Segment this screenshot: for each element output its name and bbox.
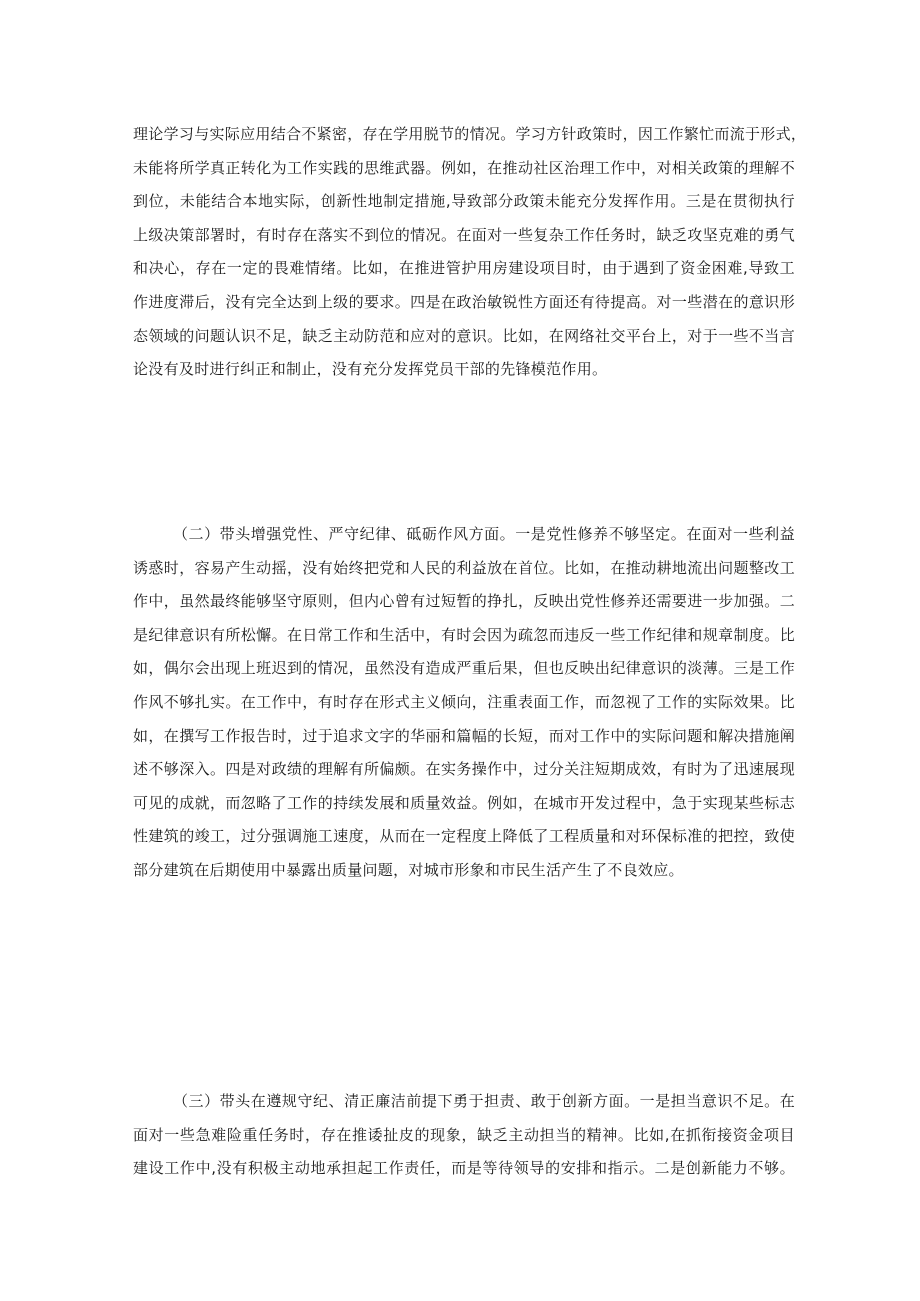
paragraph-line: 可见的成就，而忽略了工作的持续发展和质量效益。例如，在城市开发过程中，急于实现某些标志 [133, 793, 795, 812]
paragraph-line: 未能将所学真正转化为工作实践的思维武器。例如，在推动社区治理工作中，对相关政策的理解不 [133, 158, 795, 177]
paragraph-line: 建设工作中,没有积极主动地承担起工作责任，而是等待领导的安排和指示。二是创新能力不够。 [133, 1159, 795, 1178]
paragraph-line: 性建筑的竣工，过分强调施工速度，从而在一定程度上降低了工程质量和对环保标准的把控，致使 [133, 827, 795, 846]
paragraph-line: 述不够深入。四是对政绩的理解有所偏颇。在实务操作中，过分关注短期成效，有时为了迅速展现 [133, 760, 795, 779]
paragraph-line: 部分建筑在后期使用中暴露出质量问题，对城市形象和市民生活产生了不良效应。 [133, 860, 684, 879]
paragraph-line: 上级决策部署时，有时存在落实不到位的情况。在面对一些复杂工作任务时，缺乏攻坚克难的勇气 [133, 225, 795, 244]
paragraph-heading-line: （三）带头在遵规守纪、清正廉洁前提下勇于担责、敢于创新方面。一是担当意识不足。在 [173, 1092, 795, 1110]
paragraph-line: 作进度滞后，没有完全达到上级的要求。四是在政治敏锐性方面还有待提高。对一些潜在的意识形 [133, 292, 795, 311]
paragraph-line: 理论学习与实际应用结合不紧密，存在学用脱节的情况。学习方针政策时，因工作繁忙而流于形式， [133, 125, 807, 143]
paragraph-line: 如，偶尔会出现上班迟到的情况，虽然没有造成严重后果，但也反映出纪律意识的淡薄。三是工作 [133, 659, 795, 678]
paragraph-line: 态领域的问题认识不足，缺乏主动防范和应对的意识。比如，在网络社交平台上，对于一些不当言 [133, 326, 795, 345]
paragraph-1 [133, 118, 807, 387]
paragraph-line: 作风不够扎实。在工作中，有时存在形式主义倾向，注重表面工作，而忽视了工作的实际效果。比 [133, 692, 795, 711]
paragraph-line: 是纪律意识有所松懈。在日常工作和生活中，有时会因为疏忽而违反一些工作纪律和规章制度。比 [133, 625, 795, 644]
paragraph-line: 到位，未能结合本地实际，创新性地制定措施,导致部分政策未能充分发挥作用。三是在贯彻执行 [133, 192, 795, 211]
paragraph-line: 如，在撰写工作报告时，过于追求文字的华丽和篇幅的长短，而对工作中的实际问题和解决措施阐 [133, 726, 795, 745]
paragraph-line: 作中，虽然最终能够坚守原则，但内心曾有过短暂的挣扎，反映出党性修养还需要进一步加强。二 [133, 592, 795, 611]
paragraph-line: 论没有及时进行纠正和制止，没有充分发挥党员干部的先锋模范作用。 [133, 360, 608, 379]
paragraph-line: 诱惑时，容易产生动摇，没有始终把党和人民的利益放在首位。比如，在推动耕地流出问题整改工 [133, 558, 795, 577]
paragraph-line: 和决心，存在一定的畏难情绪。比如，在推进管护用房建设项目时，由于遇到了资金困难,导致工 [133, 259, 795, 278]
paragraph-2 [133, 518, 795, 888]
paragraph-3 [133, 1085, 795, 1186]
paragraph-line: 面对一些急难险重任务时，存在推诿扯皮的现象，缺乏主动担当的精神。比如,在抓衔接资金项目 [133, 1125, 795, 1144]
paragraph-heading-line: （二）带头增强党性、严守纪律、砥砺作风方面。一是党性修养不够坚定。在面对一些利益 [173, 525, 795, 543]
